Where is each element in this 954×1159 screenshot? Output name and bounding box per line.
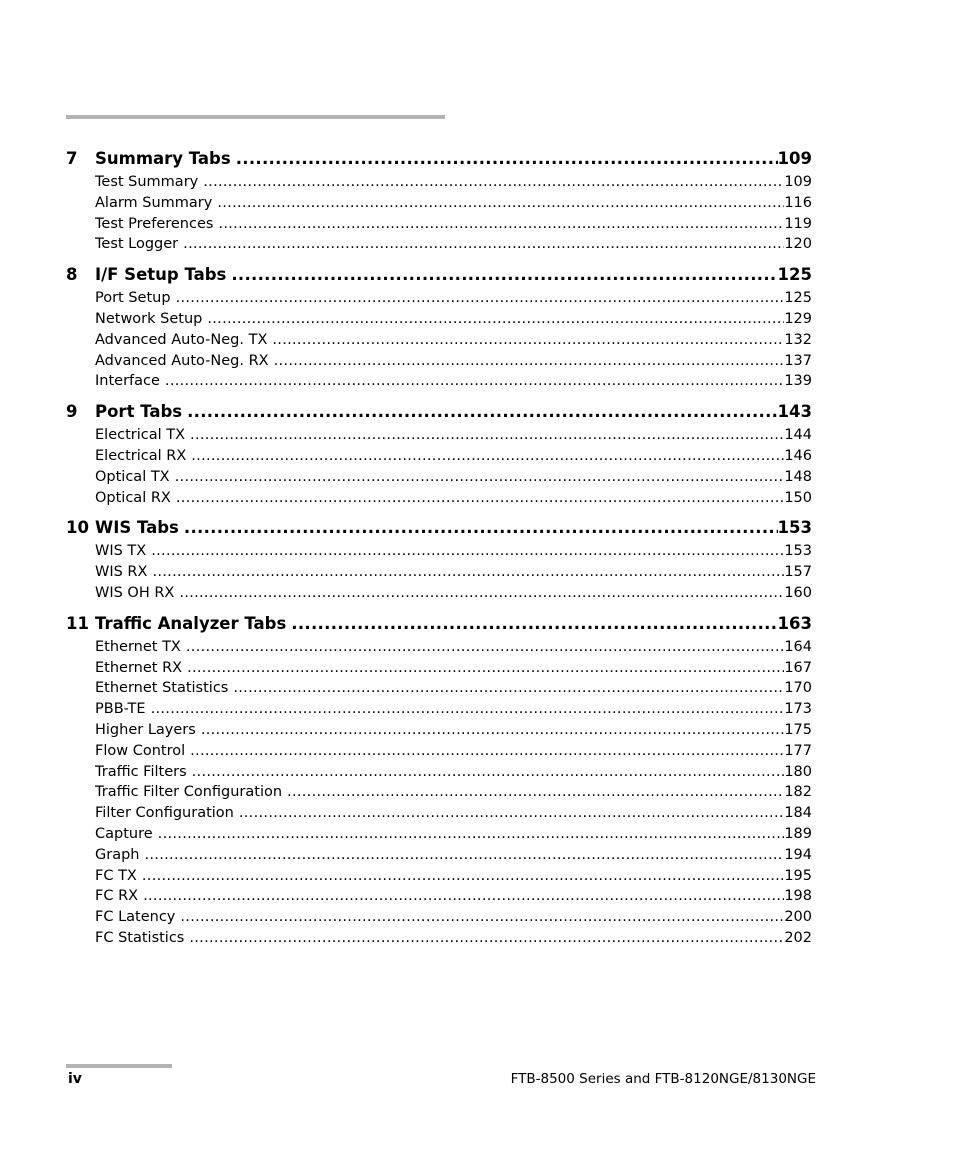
toc-chapter [66,611,812,949]
dot-leader [144,845,784,866]
toc-chapter-entry[interactable] [66,262,812,288]
dot-leader [183,234,784,255]
toc-section-entry[interactable] [66,425,812,446]
toc-section-entry[interactable] [66,928,812,949]
dot-leader [291,611,777,637]
dot-leader [190,425,784,446]
dot-leader [187,658,784,679]
section-page-number: 139 [784,373,812,390]
dot-leader [201,720,785,741]
section-page-number: 120 [784,236,812,253]
section-title: Graph [95,846,140,863]
toc-section-entry[interactable] [66,371,812,392]
toc-section-entry[interactable] [66,866,812,887]
section-page-number: 189 [784,825,812,842]
dot-leader [158,824,785,845]
toc-section-entry[interactable] [66,907,812,928]
section-page-number: 177 [784,742,812,759]
toc-section-entry[interactable] [66,782,812,803]
toc-chapter-entry[interactable] [66,146,812,172]
dot-leader [287,782,784,803]
dot-leader [151,699,785,720]
chapter-title: Port Tabs [95,402,183,422]
section-page-number: 129 [784,310,812,327]
section-title: Alarm Summary [95,194,213,211]
toc-section-entry[interactable] [66,741,812,762]
chapter-number: 8 [66,265,78,285]
section-page-number: 160 [784,584,812,601]
section-title: Interface [95,373,160,390]
section-page-number: 109 [784,174,812,190]
dot-leader [184,515,778,541]
chapter-number: 9 [66,402,78,422]
section-page-number: 198 [784,888,812,905]
section-title: Traffic Filter Configuration [95,784,283,801]
section-page-number: 116 [784,194,812,211]
section-title: Test Logger [95,236,179,253]
section-title: Ethernet TX [95,638,181,655]
footer-document-title: FTB-8500 Series and FTB-8120NGE/8130NGE [510,1071,816,1087]
chapter-title: WIS Tabs [95,518,179,538]
toc-chapter [66,515,812,603]
section-page-number: 182 [784,784,812,801]
section-page-number: 202 [784,929,812,946]
dot-leader [151,541,784,562]
chapter-page-number: 153 [777,518,812,538]
dot-leader [217,193,784,214]
dot-leader [176,288,785,309]
table-of-contents [66,146,812,956]
toc-section-entry[interactable] [66,288,812,309]
chapter-title: Traffic Analyzer Tabs [95,613,287,633]
toc-section-entry[interactable] [66,467,812,488]
section-title: Test Preferences [95,215,214,232]
section-title: Higher Layers [95,721,196,738]
dot-leader [175,467,785,488]
section-title: WIS RX [95,564,148,581]
section-page-number: 144 [784,427,812,444]
section-title: Test Summary [95,174,199,190]
toc-section-entry[interactable] [66,193,812,214]
toc-section-entry[interactable] [66,886,812,907]
section-page-number: 167 [784,659,812,676]
toc-section-entry[interactable] [66,541,812,562]
toc-section-entry[interactable] [66,658,812,679]
section-page-number: 148 [784,468,812,485]
dot-leader [179,583,784,604]
toc-section-entry[interactable] [66,562,812,583]
section-page-number: 164 [784,638,812,655]
section-title: Advanced Auto-Neg. TX [95,331,268,348]
section-page-number: 137 [784,352,812,369]
dot-leader [187,399,777,425]
dot-leader [203,172,784,193]
header-rule [66,115,445,119]
section-page-number: 173 [784,701,812,718]
section-page-number: 195 [784,867,812,884]
section-title: PBB-TE [95,701,146,718]
section-title: Advanced Auto-Neg. RX [95,352,269,369]
toc-chapter [66,262,812,392]
section-title: Port Setup [95,290,171,307]
section-page-number: 175 [784,721,812,738]
section-page-number: 200 [784,909,812,926]
toc-section-entry[interactable] [66,583,812,604]
chapter-title: Summary Tabs [95,149,231,168]
section-title: Optical TX [95,468,170,485]
footer-rule [66,1064,172,1068]
chapter-page-number: 143 [777,402,812,422]
section-page-number: 170 [784,680,812,697]
toc-section-entry[interactable] [66,309,812,330]
section-page-number: 153 [784,543,812,560]
chapter-number: 11 [66,613,89,633]
dot-leader [142,866,784,887]
dot-leader [231,262,777,288]
chapter-page-number: 163 [777,613,812,633]
toc-section-entry[interactable] [66,214,812,235]
section-title: WIS TX [95,543,147,560]
section-title: Flow Control [95,742,186,759]
dot-leader [186,637,784,658]
section-title: Capture [95,825,153,842]
dot-leader [274,351,785,372]
dot-leader [190,741,784,762]
dot-leader [191,446,784,467]
chapter-title: I/F Setup Tabs [95,265,227,285]
dot-leader [233,678,784,699]
section-page-number: 180 [784,763,812,780]
section-page-number: 132 [784,331,812,348]
chapter-number: 7 [66,149,78,168]
footer-page-number: iv [68,1071,82,1087]
toc-section-entry[interactable] [66,330,812,351]
dot-leader [192,762,785,783]
toc-section-entry[interactable] [66,824,812,845]
toc-section-entry[interactable] [66,845,812,866]
section-title: Optical RX [95,489,171,506]
section-title: Traffic Filters [95,763,187,780]
toc-section-entry[interactable] [66,678,812,699]
dot-leader [180,907,784,928]
section-page-number: 184 [784,805,812,822]
toc-chapter-entry[interactable] [66,515,812,541]
section-page-number: 119 [784,215,812,232]
section-title: Electrical RX [95,447,187,464]
dot-leader [272,330,784,351]
chapter-number: 10 [66,518,89,538]
toc-section-entry[interactable] [66,637,812,658]
section-page-number: 150 [784,489,812,506]
toc-section-entry[interactable] [66,803,812,824]
dot-leader [189,928,784,949]
toc-section-entry[interactable] [66,446,812,467]
dot-leader [165,371,784,392]
dot-leader [143,886,784,907]
section-title: Electrical TX [95,427,186,444]
toc-section-entry[interactable] [66,488,812,509]
section-title: FC Latency [95,909,176,926]
dot-leader [152,562,784,583]
section-title: Network Setup [95,310,203,327]
section-title: FC RX [95,888,139,905]
section-title: Ethernet Statistics [95,680,229,697]
toc-section-entry[interactable] [66,172,812,193]
dot-leader [239,803,784,824]
toc-section-entry[interactable] [66,720,812,741]
toc-chapter [66,146,812,255]
section-page-number: 157 [784,564,812,581]
section-page-number: 125 [784,290,812,307]
section-title: FC Statistics [95,929,185,946]
section-title: FC TX [95,867,137,884]
dot-leader [236,146,778,172]
dot-leader [207,309,784,330]
toc-section-entry[interactable] [66,234,812,255]
toc-section-entry[interactable] [66,699,812,720]
section-page-number: 146 [784,447,812,464]
toc-chapter [66,399,812,508]
section-title: Ethernet RX [95,659,183,676]
toc-section-entry[interactable] [66,762,812,783]
toc-section-entry[interactable] [66,351,812,372]
dot-leader [218,214,784,235]
section-page-number: 194 [784,846,812,863]
dot-leader [176,488,784,509]
chapter-page-number: 109 [777,149,812,168]
section-title: Filter Configuration [95,805,234,822]
toc-chapter-entry[interactable] [66,399,812,425]
chapter-page-number: 125 [777,265,812,285]
section-title: WIS OH RX [95,584,175,601]
toc-chapter-entry[interactable] [66,611,812,637]
